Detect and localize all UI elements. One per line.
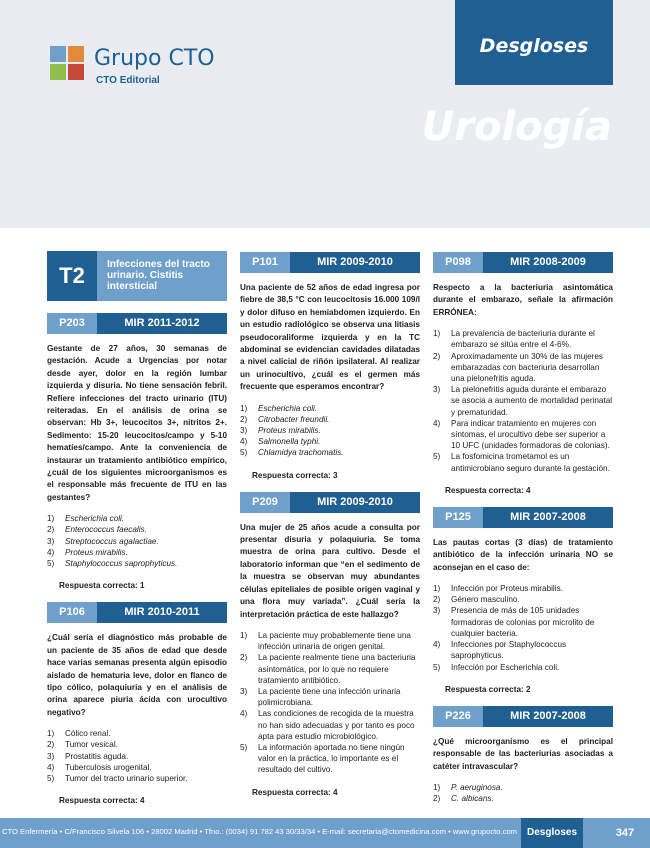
option <box>240 425 420 436</box>
options-list <box>240 403 420 459</box>
option-number: 1) <box>433 329 441 339</box>
question-stem: ¿Qué microorganismo es el principal responsable de las bacteriurias asociadas a catéter intravascular? <box>433 736 613 771</box>
option-text: Prostatitis aguda. <box>65 751 129 761</box>
option-text: La paciente realmente tiene una bacteriuria asintomática, por lo que no requiere tratamiento antibiótico. <box>258 653 416 685</box>
option-number: 1) <box>47 514 55 524</box>
option-number: 1) <box>240 630 248 640</box>
option-text: Presencia de más de 105 unidades formadoras de colonias por microlito de cualquier bacteria. <box>451 606 595 638</box>
question-exam: MIR 2009-2010 <box>317 495 393 508</box>
option-number: 3) <box>47 751 55 761</box>
option-text: Streptococcus agalactiae. <box>65 536 159 546</box>
option-text: Proteus mirabilis. <box>258 426 321 436</box>
option-text: Las condiciones de recogida de la muestra no han sido adecuadas y por tanto es poco apta para estudio microbiológico. <box>258 709 415 741</box>
question-stem: Una paciente de 52 años de edad ingresa por fiebre de 38,5 °C con leucocitosis 16.000 109/l y dolor difuso en hemiabdomen izquierdo. En un estudio radiológico se observa una litiasis pseudocoraliforme izquierda y en la TC abdominal se evidencian cavidades dilatadas a nivel calicial de riñón ipsilateral. Al realizar un urinocultivo, ¿cuál es el germen más frecuente que esperamos encontrar? <box>240 283 420 392</box>
option-number: 1) <box>433 782 441 792</box>
option-number: 2) <box>433 794 441 804</box>
option <box>240 686 420 708</box>
option <box>433 639 613 661</box>
question-stem: Gestante de 27 años, 30 semanas de gestación. Acude a Urgencias por notar desde ayer, dolor en la región lumbar izquierda y disuria. No tiene sensación febril. Refiere infecciones del tracto urinario (ITU) reiteradas. En el análisis de orina se observan: Hb 3+, leucocitos 3+, nitritos 2+. Sedimento: 15-20 leucocitos/campo y 5-10 hematíes/campo. Ante la conveniencia de instaurar un tratamiento antibiótico empírico, ¿cuál de los siguientes microorganismos es el responsable más frecuente de ITU en las gestantes? <box>47 344 227 502</box>
option <box>47 762 227 773</box>
option <box>240 708 420 742</box>
option <box>240 447 420 458</box>
question-stem: ¿Cuál sería el diagnóstico más probable de un paciente de 35 años de edad que desde hace varias semanas presenta algún episodio aislado de hematuria leve, dolor en flanco de tipo cólico, polaquiuria y en el análisis de orina aparece piuria ácida con urocultivo negativo? <box>47 633 227 717</box>
option-text: Enterococcus faecalis. <box>65 525 147 535</box>
option-text: Cólico renal. <box>65 729 111 739</box>
option <box>433 594 613 605</box>
option <box>433 793 613 804</box>
brand-sub: CTO Editorial <box>96 75 160 86</box>
question-stem: Una mujer de 25 años acude a consulta por presentar disuria y polaquiuria. Se toma muestra de orina para cultivo. Desde el laboratorio informan que “en el sedimento de la muestra se observan muy abundantes células epiteliales de posible origen vaginal y una flora muy variada”. ¿Cuál sería la interpretación práctica de este hallazgo? <box>240 522 420 619</box>
option-text: P. aeruginosa. <box>451 782 503 792</box>
question-block <box>240 252 420 480</box>
correct-answer: Respuesta correcta: 2 <box>445 684 531 694</box>
option <box>433 583 613 594</box>
topic-code: T2 <box>47 251 97 301</box>
topic-banner <box>47 251 227 301</box>
option-number: 5) <box>240 448 248 458</box>
footer-section-label: Desgloses <box>521 818 583 848</box>
page-header <box>0 0 650 228</box>
options-list <box>433 782 613 804</box>
question-block <box>433 706 613 805</box>
column-1 <box>47 251 227 817</box>
question-header <box>47 602 227 623</box>
option-text: La paciente muy probablemente tiene una infección urinaria de origen genital. <box>258 630 411 652</box>
question-code: P101 <box>240 252 290 273</box>
option <box>47 536 227 547</box>
question-exam: MIR 2011-2012 <box>124 317 200 329</box>
question-block <box>47 313 227 590</box>
option-number: 3) <box>240 426 248 436</box>
option-number: 2) <box>240 653 248 663</box>
option <box>240 414 420 425</box>
option-number: 1) <box>47 729 55 739</box>
option-text: Staphylococcus saprophyticus. <box>65 559 178 569</box>
option <box>240 652 420 686</box>
option-text: Proteus mirabilis. <box>65 547 128 557</box>
option-number: 5) <box>47 559 55 569</box>
question-header <box>240 492 420 513</box>
option-text: La información aportada no tiene ningún valor en la práctica, lo importante es el resultado del cultivo. <box>258 742 405 775</box>
option <box>47 558 227 569</box>
page-footer <box>0 818 650 848</box>
option-number: 2) <box>433 351 441 361</box>
option-number: 3) <box>240 686 248 696</box>
option-number: 5) <box>240 742 248 752</box>
logo-square-blue <box>50 46 66 62</box>
option-number: 1) <box>240 403 248 413</box>
option <box>47 739 227 750</box>
option-text: La paciente tiene una infección urinaria polimicrobiana. <box>258 686 401 708</box>
option-text: Escherichia coli. <box>65 514 125 524</box>
question-header <box>47 313 227 334</box>
option <box>433 384 613 418</box>
question-exam: MIR 2009-2010 <box>317 256 393 268</box>
option-number: 3) <box>433 606 441 616</box>
option <box>240 403 420 414</box>
option <box>433 351 613 385</box>
question-exam: MIR 2007-2008 <box>510 510 586 523</box>
question-code: P226 <box>433 706 483 727</box>
question-exam: MIR 2008-2009 <box>510 256 586 268</box>
option <box>47 773 227 784</box>
correct-answer: Respuesta correcta: 1 <box>59 581 145 591</box>
question-block <box>433 507 613 694</box>
option <box>433 605 613 639</box>
question-code: P106 <box>47 602 97 623</box>
question-exam: MIR 2010-2011 <box>124 606 200 619</box>
logo-square-orange <box>68 46 84 62</box>
options-list <box>47 513 227 569</box>
options-list <box>240 630 420 776</box>
section-tab <box>455 0 613 85</box>
option-text: La pielonefritis aguda durante el embarazo se asocia a aumento de mortalidad perinatal y prematuridad. <box>451 385 613 417</box>
option <box>433 451 613 473</box>
column-3 <box>433 252 613 804</box>
topic-title: Infecciones del tracto urinario. Cistitis intersticial <box>107 259 210 292</box>
question-exam: MIR 2007-2008 <box>510 709 586 722</box>
question-block <box>47 602 227 805</box>
option-text: Aproximadamente un 30% de las mujeres embarazadas con bacteriuria desarrollan una pielonefritis aguda. <box>451 351 604 384</box>
column-2 <box>240 252 420 809</box>
correct-answer: Respuesta correcta: 3 <box>252 470 338 480</box>
option-text: C. albicans. <box>451 794 494 804</box>
option-number: 5) <box>433 662 441 672</box>
question-header <box>433 706 613 727</box>
option-number: 4) <box>433 640 441 650</box>
option-text: Infección por Escherichia coli. <box>451 662 560 672</box>
option-number: 5) <box>433 452 441 462</box>
option <box>240 630 420 652</box>
option-number: 3) <box>47 536 55 546</box>
option <box>47 524 227 535</box>
option-number: 4) <box>240 437 248 447</box>
option-text: Tumor del tracto urinario superior. <box>65 773 188 783</box>
logo-square-green <box>50 64 66 80</box>
question-header <box>240 252 420 273</box>
page-number: 347 <box>615 827 635 839</box>
option-text: Género masculino. <box>451 595 520 605</box>
option-text: Para indicar tratamiento en mujeres con síntomas, el urocultivo debe ser superior a 10 UFC (unidades formadoras de colonias). <box>451 418 610 451</box>
correct-answer: Respuesta correcta: 4 <box>252 787 338 797</box>
question-code: P209 <box>240 492 290 513</box>
option-number: 5) <box>47 773 55 783</box>
option-number: 1) <box>433 584 441 594</box>
option <box>433 418 613 452</box>
option-text: Tuberculosis urogenital. <box>65 762 152 772</box>
question-stem: Respecto a la bacteriuria asintomática durante el embarazo, señale la afirmación ERRÓNEA: <box>433 283 613 317</box>
option <box>433 782 613 793</box>
options-list <box>47 728 227 784</box>
option <box>240 742 420 776</box>
question-stem: Las pautas cortas (3 días) de tratamiento antibiótico de la infección urinaria NO se aconsejan en el caso de: <box>433 537 613 572</box>
option-text: La fosfomicina trometamol es un antimicrobiano seguro durante la gestación. <box>451 452 610 473</box>
option-text: Escherichia coli. <box>258 403 318 413</box>
option-number: 4) <box>433 418 441 428</box>
option-text: Infecciones por Staphylococcus saprophyticus. <box>451 640 567 661</box>
option <box>47 547 227 558</box>
option <box>433 662 613 673</box>
option-text: La prevalencia de bacteriuria durante el embarazo se sitúa entre el 4-6%. <box>451 329 595 350</box>
option-text: Infección por Proteus mirabilis. <box>451 584 563 594</box>
correct-answer: Respuesta correcta: 4 <box>59 796 145 806</box>
option-text: Chlamidya trachomatis. <box>258 448 344 458</box>
question-block <box>240 492 420 797</box>
brand-name: Grupo CTO <box>94 46 215 71</box>
option-text: Citrobacter freundii. <box>258 414 330 424</box>
option <box>240 436 420 447</box>
correct-answer: Respuesta correcta: 4 <box>445 485 531 495</box>
question-header <box>433 507 613 528</box>
option <box>47 728 227 739</box>
question-code: P098 <box>433 252 483 273</box>
option-text: Tumor vesical. <box>65 740 118 750</box>
option <box>47 751 227 762</box>
option-number: 4) <box>240 709 248 719</box>
logo-square-red <box>68 64 84 80</box>
question-code: P125 <box>433 507 483 528</box>
option-number: 4) <box>47 762 55 772</box>
page-title: Urología <box>421 104 612 150</box>
footer-contact: CTO Enfermería • C/Francisco Silvela 106 • 28002 Madrid • Tfno.: (0034) 91 782 43 30/33/34 • E-mail: secretaria@ctomedicina.com • www.grupocto.com <box>2 827 517 836</box>
question-header <box>433 252 613 273</box>
option <box>47 513 227 524</box>
option-number: 2) <box>433 595 441 605</box>
option-number: 2) <box>47 525 55 535</box>
option-number: 4) <box>47 547 55 557</box>
question-code: P203 <box>47 313 97 334</box>
option-number: 3) <box>433 385 441 395</box>
option-text: Salmonella typhi. <box>258 437 321 447</box>
options-list <box>433 328 613 474</box>
option-number: 2) <box>240 414 248 424</box>
option-number: 2) <box>47 740 55 750</box>
section-tab-label: Desgloses <box>479 35 589 57</box>
options-list <box>433 583 613 673</box>
option <box>433 328 613 350</box>
question-block <box>433 252 613 495</box>
